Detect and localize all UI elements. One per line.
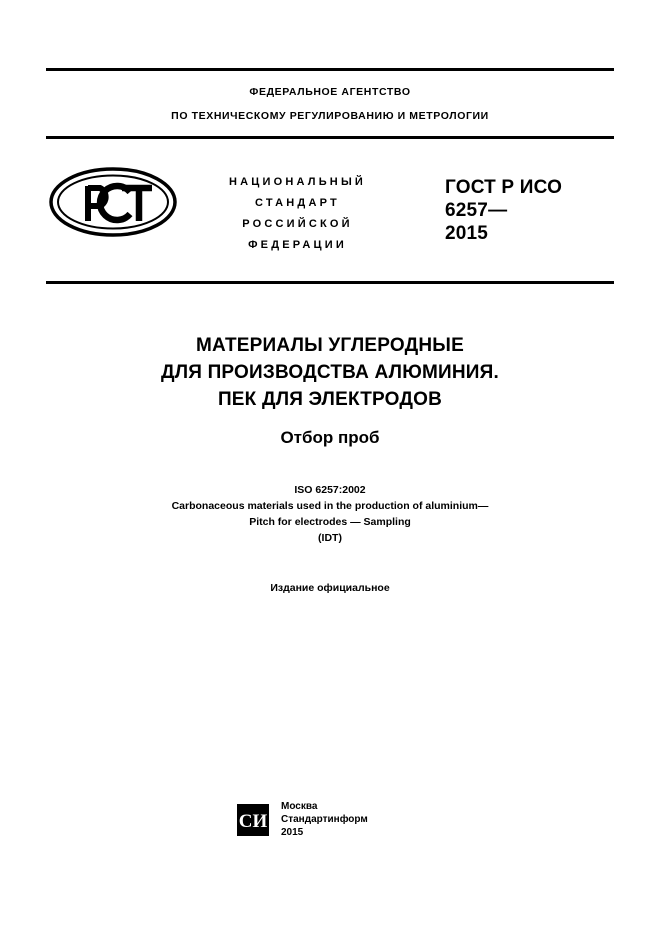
national-line-2: СТАНДАРТ (255, 197, 340, 209)
agency-block (46, 80, 614, 128)
document-title (70, 332, 590, 413)
national-line-4: ФЕДЕРАЦИИ (248, 239, 347, 251)
title-line-2: ДЛЯ ПРОИЗВОДСТВА АЛЮМИНИЯ. (160, 362, 500, 383)
publisher-block (237, 800, 437, 850)
standartinform-logo-icon (237, 804, 269, 836)
official-edition-note: Издание официальное (270, 582, 390, 594)
publisher-name: Стандартинформ (281, 814, 368, 825)
title-line-3: ПЕК ДЛЯ ЭЛЕКТРОДОВ (217, 389, 443, 410)
national-line-1: НАЦИОНАЛЬНЫЙ (228, 176, 367, 188)
standard-designation (445, 176, 620, 245)
designation-line-2: 6257— (445, 200, 508, 221)
iso-english-line-2: Pitch for electrodes — Sampling (249, 516, 411, 528)
title-line-1: МАТЕРИАЛЫ УГЛЕРОДНЫЕ (196, 335, 464, 356)
publisher-city: Москва (281, 801, 318, 812)
gost-r-emblem-icon (48, 166, 178, 238)
iso-equivalence: (IDT) (318, 532, 342, 544)
header-divider-bottom (46, 281, 614, 284)
agency-line-1: ФЕДЕРАЛЬНОЕ АГЕНТСТВО (249, 86, 411, 98)
svg-text:СИ: СИ (238, 811, 268, 832)
iso-english-line-1: Carbonaceous materials used in the production of aluminium— (171, 500, 489, 512)
document-subtitle: Отбор проб (280, 428, 380, 447)
national-line-3: РОССИЙСКОЙ (242, 218, 353, 230)
designation-line-3: 2015 (445, 223, 489, 244)
publisher-text (281, 800, 437, 839)
designation-line-1: ГОСТ Р ИСО (445, 177, 563, 198)
header-divider-middle (46, 136, 614, 139)
publisher-year: 2015 (281, 827, 304, 838)
header-divider-top (46, 68, 614, 71)
national-standard-block (185, 172, 410, 256)
agency-line-2: ПО ТЕХНИЧЕСКОМУ РЕГУЛИРОВАНИЮ И МЕТРОЛОГИИ (171, 110, 489, 122)
iso-reference: ISO 6257:2002 (294, 484, 366, 496)
iso-reference-block (70, 482, 590, 546)
